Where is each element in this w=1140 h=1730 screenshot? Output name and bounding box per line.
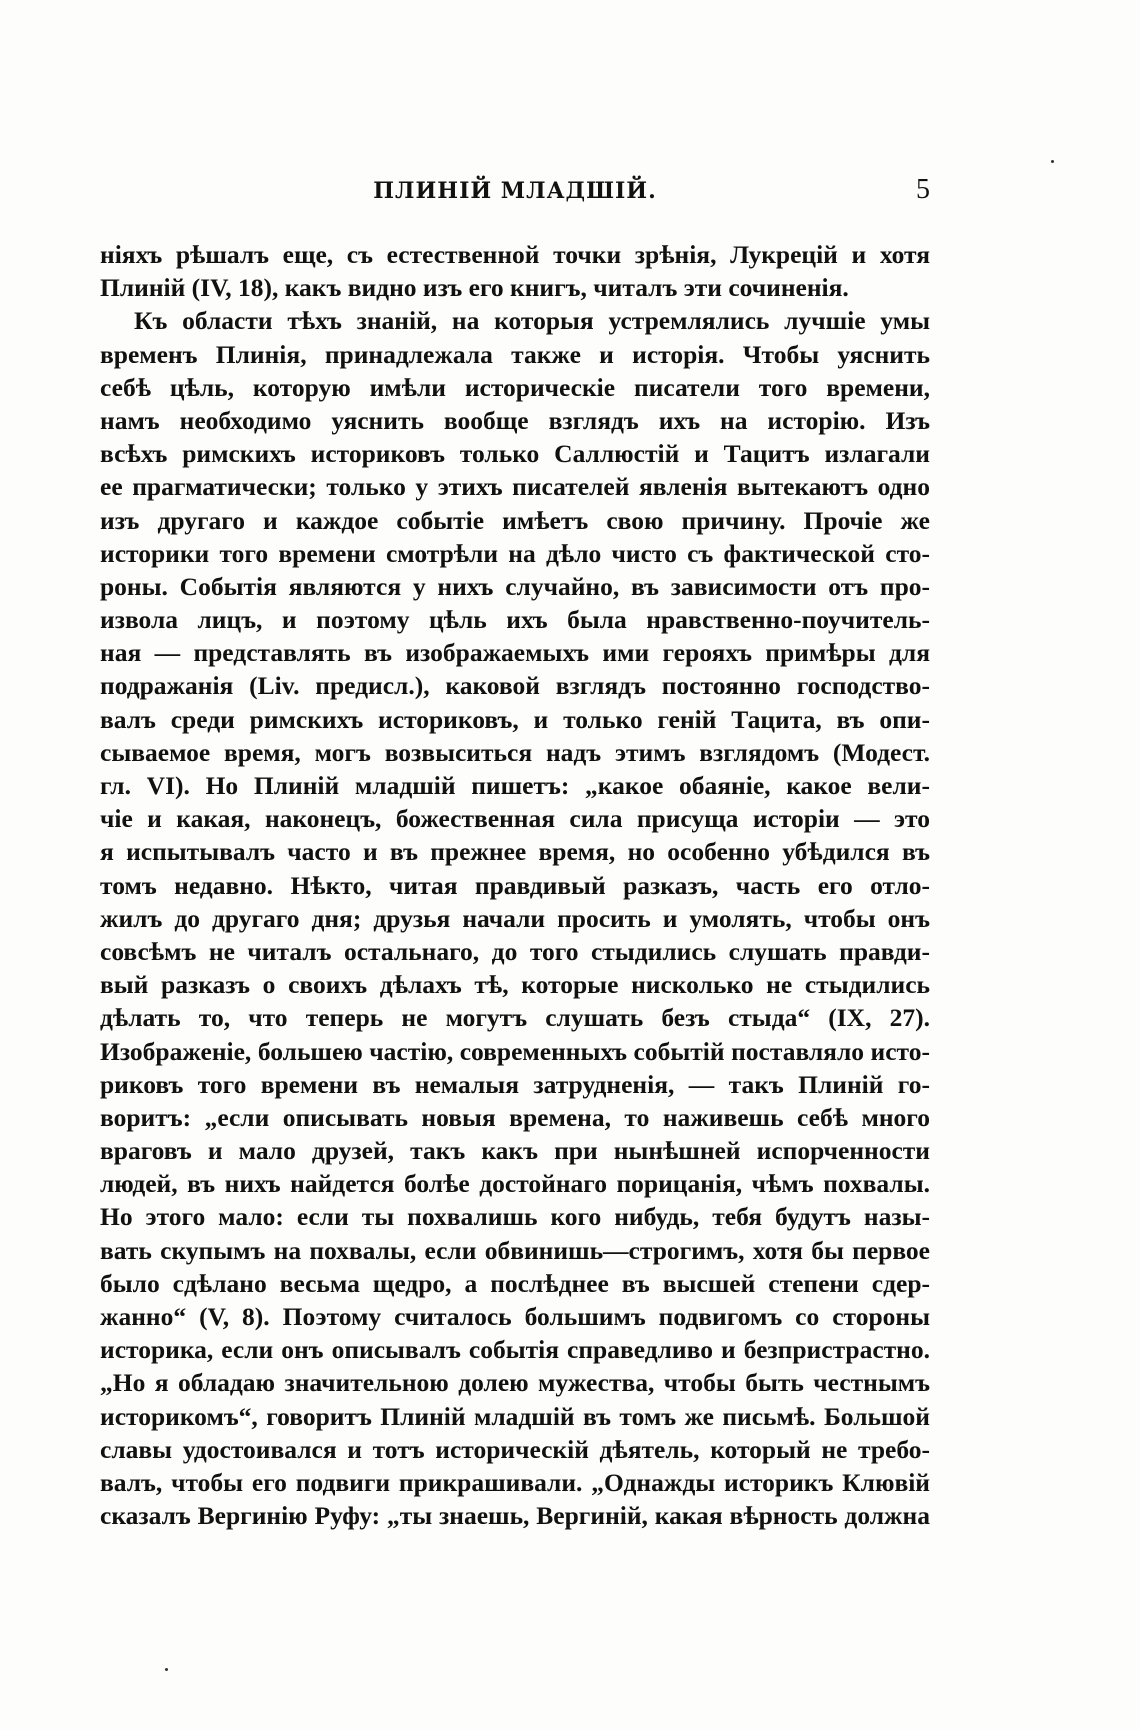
text-line: чіе и какая, наконецъ, божественная сила присуща исторіи — это	[100, 804, 930, 834]
text-line: историкомъ“, говоритъ Плиній младшій въ томъ же письмѣ. Большой	[100, 1401, 930, 1431]
text-line: вать скупымъ на похвалы, если обвинишь—строгимъ, хотя бы первое	[100, 1235, 930, 1265]
text-line: подражанія (Liv. предисл.), каковой взглядъ постоянно господство-	[100, 671, 930, 701]
page-number: 5	[916, 174, 930, 205]
text-line: совсѣмъ не читалъ остальнаго, до того стыдились слушать правди-	[100, 936, 930, 966]
print-speck	[1051, 160, 1054, 163]
text-line: я испытывалъ часто и въ прежнее время, но особенно убѣдился въ	[100, 837, 930, 867]
text-line: славы удостоивался и тотъ историческій дѣятель, который не требо-	[100, 1434, 930, 1464]
text-line: гл. VI). Но Плиній младшій пишетъ: „какое обаяніе, какое вели-	[100, 771, 930, 800]
text-line: жанно“ (V, 8). Поэтому считалось большимъ подвигомъ со стороны	[100, 1302, 930, 1331]
text-line: ная — представлять въ изображаемыхъ ими герояхъ примѣры для	[100, 638, 930, 668]
text-line: временъ Плинія, принадлежала также и исторія. Чтобы уяснить	[100, 339, 930, 369]
text-line: себѣ цѣль, которую имѣли историческіе писатели того времени,	[100, 372, 930, 402]
text-line: сываемое время, могъ возвыситься надъ этимъ взглядомъ (Модест.	[100, 737, 930, 767]
text-line: дѣлать то, что теперь не могутъ слушать безъ стыда“ (IX, 27).	[100, 1003, 930, 1033]
text-line: жилъ до другаго дня; друзья начали просить и умолять, чтобы онъ	[100, 903, 930, 933]
text-line: томъ недавно. Нѣкто, читая правдивый разказъ, часть его отло-	[100, 870, 930, 900]
text-line: было сдѣлано весьма щедро, а послѣднее въ высшей степени сдер-	[100, 1268, 930, 1298]
text-line: Изображеніе, большею частію, современныхъ событій поставляло исто-	[100, 1036, 930, 1066]
text-line: вый разказъ о своихъ дѣлахъ тѣ, которые нисколько не стыдились	[100, 970, 930, 1000]
running-header	[100, 174, 930, 212]
text-line: намъ необходимо уяснить вообще взглядъ ихъ на исторію. Изъ	[100, 405, 930, 435]
text-line: Къ области тѣхъ знаній, на которыя устремлялись лучшіе умы	[134, 306, 930, 336]
text-line: историка, если онъ описывалъ событія справедливо и безпристрастно.	[100, 1335, 930, 1365]
text-line: историки того времени смотрѣли на дѣло чисто съ фактической сто-	[100, 538, 930, 568]
text-line: извола лицъ, и поэтому цѣль ихъ была нравственно-поучитель-	[100, 605, 930, 635]
text-line: людей, въ нихъ найдется болѣе достойнаго порицанія, чѣмъ похвалы.	[100, 1169, 930, 1199]
text-line: риковъ того времени въ немалыя затрудненія, — такъ Плиній го-	[100, 1069, 930, 1099]
text-line: воритъ: „если описывать новыя времена, то наживешь себѣ много	[100, 1102, 930, 1132]
print-speck	[165, 1668, 168, 1671]
text-line: валъ, чтобы его подвиги прикрашивали. „Однажды историкъ Клювій	[100, 1467, 930, 1497]
text-line: роны. Событія являются у нихъ случайно, въ зависимости отъ про-	[100, 571, 930, 601]
text-line: враговъ и мало друзей, такъ какъ при нынѣшней испорченности	[100, 1136, 930, 1166]
running-title: ПЛИНІЙ МЛАДШІЙ.	[373, 178, 657, 204]
text-line: всѣхъ римскихъ историковъ только Саллюстій и Тацитъ излагали	[100, 439, 930, 469]
text-line: валъ среди римскихъ историковъ, и только геній Тацита, въ опи-	[100, 704, 930, 734]
body-text	[100, 238, 930, 1532]
text-line: ніяхъ рѣшалъ еще, съ естественной точки зрѣнія, Лукрецій и хотя	[100, 240, 930, 269]
text-line: изъ другаго и каждое событіе имѣетъ свою причину. Прочіе же	[100, 505, 930, 535]
text-line: Но этого мало: если ты похвалишь кого нибудь, тебя будутъ назы-	[100, 1202, 930, 1232]
text-line: „Но я обладаю значительною долею мужества, чтобы быть честнымъ	[100, 1368, 930, 1398]
text-line: Плиній (IV, 18), какъ видно изъ его книгъ, читалъ эти сочиненія.	[100, 273, 849, 303]
text-line: сказалъ Вергинію Руфу: „ты знаешь, Вергиній, какая вѣрность должна	[100, 1501, 930, 1531]
text-line: ее прагматически; только у этихъ писателей явленія вытекаютъ одно	[100, 472, 930, 502]
